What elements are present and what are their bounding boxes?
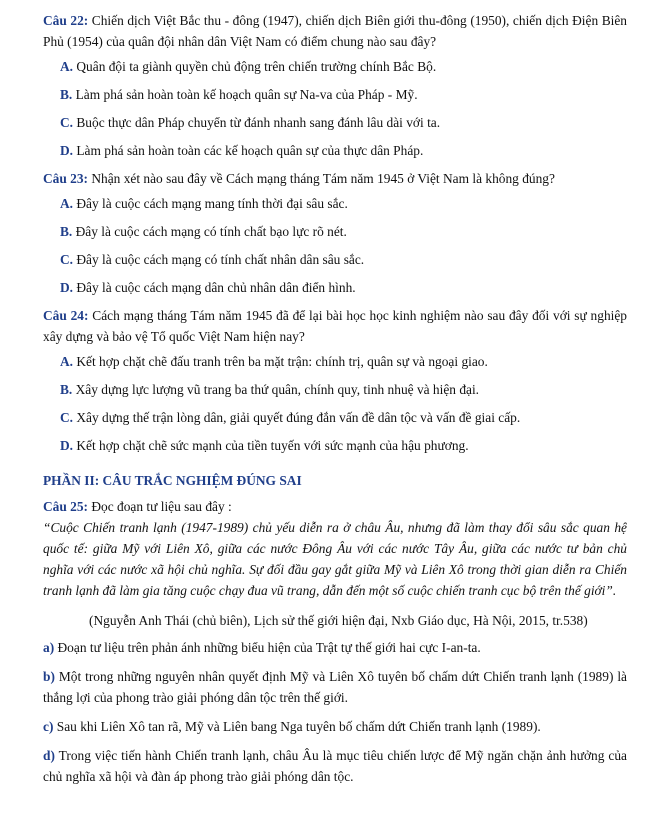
question-22-stem — [43, 10, 627, 52]
option-text: Kết hợp chặt chẽ sức mạnh của tiền tuyến với sức mạnh của hậu phương. — [73, 438, 469, 453]
section-2-title: PHẦN II: CÂU TRẮC NGHIỆM ĐÚNG SAI — [43, 473, 302, 488]
question-22 — [43, 10, 627, 161]
option-text: Xây dựng lực lượng vũ trang ba thứ quân, chính quy, tinh nhuệ và hiện đại. — [72, 382, 480, 397]
question-24-options — [43, 351, 627, 456]
statement-letter: c) — [43, 719, 54, 734]
option-letter: B. — [60, 87, 73, 102]
question-23-option-a[interactable] — [43, 193, 627, 214]
question-22-option-a[interactable] — [43, 56, 627, 77]
question-22-option-c[interactable] — [43, 112, 627, 133]
question-24-option-b[interactable] — [43, 379, 627, 400]
question-24 — [43, 305, 627, 456]
option-letter: C. — [60, 410, 74, 425]
statement-letter: b) — [43, 669, 55, 684]
statement-a[interactable] — [43, 637, 627, 658]
option-letter: B. — [60, 382, 73, 397]
option-letter: A. — [60, 354, 74, 369]
option-text: Xây dựng thế trận lòng dân, giải quyết đúng đắn vấn đề dân tộc và vấn đề giai cấp. — [73, 410, 521, 425]
option-text: Đây là cuộc cách mạng dân chủ nhân dân điển hình. — [73, 280, 356, 295]
option-letter: B. — [60, 224, 73, 239]
statement-letter: a) — [43, 640, 55, 655]
question-22-number: Câu 22: — [43, 13, 89, 28]
option-letter: A. — [60, 59, 74, 74]
question-23-stem — [43, 168, 627, 189]
question-23-option-d[interactable] — [43, 277, 627, 298]
statement-c[interactable] — [43, 716, 627, 737]
option-text: Quân đội ta giành quyền chủ động trên chiến trường chính Bắc Bộ. — [73, 59, 437, 74]
option-letter: C. — [60, 115, 74, 130]
question-24-number: Câu 24: — [43, 308, 89, 323]
statement-text: Đoạn tư liệu trên phản ánh những biểu hiện của Trật tự thế giới hai cực I-an-ta. — [54, 640, 481, 655]
option-text: Buộc thực dân Pháp chuyển từ đánh nhanh sang đánh lâu dài với ta. — [73, 115, 441, 130]
question-23-option-b[interactable] — [43, 221, 627, 242]
option-letter: D. — [60, 438, 74, 453]
question-23 — [43, 168, 627, 298]
question-25-text: Đọc đoạn tư liệu sau đây : — [88, 499, 232, 514]
question-23-number: Câu 23: — [43, 171, 89, 186]
question-22-text: Chiến dịch Việt Bắc thu - đông (1947), chiến dịch Biên giới thu-đông (1950), chiến dịch Điện Biên Phủ (1954) của quân đội nhân dân Việt Nam có điểm chung nào sau đây? — [43, 13, 627, 49]
question-25-source: (Nguyễn Anh Thái (chủ biên), Lịch sử thế giới hiện đại, Nxb Giáo dục, Hà Nội, 2015, tr.538) — [89, 613, 588, 628]
option-text: Đây là cuộc cách mạng có tính chất nhân dân sâu sắc. — [73, 252, 365, 267]
question-25-number: Câu 25: — [43, 499, 89, 514]
option-letter: C. — [60, 252, 74, 267]
option-text: Làm phá sản hoàn toàn các kế hoạch quân sự của thực dân Pháp. — [73, 143, 424, 158]
document-page — [43, 10, 627, 795]
option-letter: D. — [60, 143, 74, 158]
question-24-stem — [43, 305, 627, 347]
question-25-quote: “Cuộc Chiến tranh lạnh (1947-1989) chủ yếu diễn ra ở châu Âu, nhưng đã làm thay đổi sâu sắc quan hệ quốc tế: giữa Mỹ với Liên Xô, giữa các nước Đông Âu với các nước Tây Âu, giữa các nước tư bản chủ nghĩa với các nước xã hội chủ nghĩa. Sự đối đầu gay gắt giữa Mỹ và Liên Xô trong thời gian diễn ra Chiến tranh lạnh đã làm gia tăng cuộc chạy đua vũ trang, dẫn đến một số cuộc chiến tranh cục bộ trên thế giới”. — [43, 520, 627, 598]
statement-text: Sau khi Liên Xô tan rã, Mỹ và Liên bang Nga tuyên bố chấm dứt Chiến tranh lạnh (1989). — [53, 719, 541, 734]
question-24-text: Cách mạng tháng Tám năm 1945 đã để lại bài học học kinh nghiệm nào sau đây đối với sự nghiệp xây dựng và bảo vệ Tổ quốc Việt Nam hiện nay? — [43, 308, 627, 344]
question-25-stem — [43, 496, 627, 517]
question-23-option-c[interactable] — [43, 249, 627, 270]
option-text: Làm phá sản hoàn toàn kế hoạch quân sự Na-va của Pháp - Mỹ. — [72, 87, 418, 102]
question-22-option-b[interactable] — [43, 84, 627, 105]
statement-letter: d) — [43, 748, 55, 763]
statement-d[interactable] — [43, 745, 627, 787]
option-letter: A. — [60, 196, 74, 211]
question-25 — [43, 496, 627, 787]
statement-text: Một trong những nguyên nhân quyết định Mỹ và Liên Xô tuyên bố chấm dứt Chiến tranh lạnh (1989) là thắng lợi của phong trào giải phóng dân tộc trên thế giới. — [43, 669, 627, 705]
question-24-option-a[interactable] — [43, 351, 627, 372]
question-22-option-d[interactable] — [43, 140, 627, 161]
option-text: Đây là cuộc cách mạng có tính chất bạo lực rõ nét. — [72, 224, 347, 239]
question-24-option-d[interactable] — [43, 435, 627, 456]
question-22-options — [43, 56, 627, 161]
option-text: Đây là cuộc cách mạng mang tính thời đại sâu sắc. — [73, 196, 348, 211]
question-24-option-c[interactable] — [43, 407, 627, 428]
question-23-text: Nhận xét nào sau đây về Cách mạng tháng Tám năm 1945 ở Việt Nam là không đúng? — [88, 171, 555, 186]
statement-text: Trong việc tiến hành Chiến tranh lạnh, châu Âu là mục tiêu chiến lược để Mỹ ngăn chặn ảnh hưởng của chủ nghĩa xã hội và đàn áp phong trào giải phóng dân tộc. — [43, 748, 627, 784]
option-text: Kết hợp chặt chẽ đấu tranh trên ba mặt trận: chính trị, quân sự và ngoại giao. — [73, 354, 488, 369]
question-23-options — [43, 193, 627, 298]
statement-b[interactable] — [43, 666, 627, 708]
option-letter: D. — [60, 280, 74, 295]
